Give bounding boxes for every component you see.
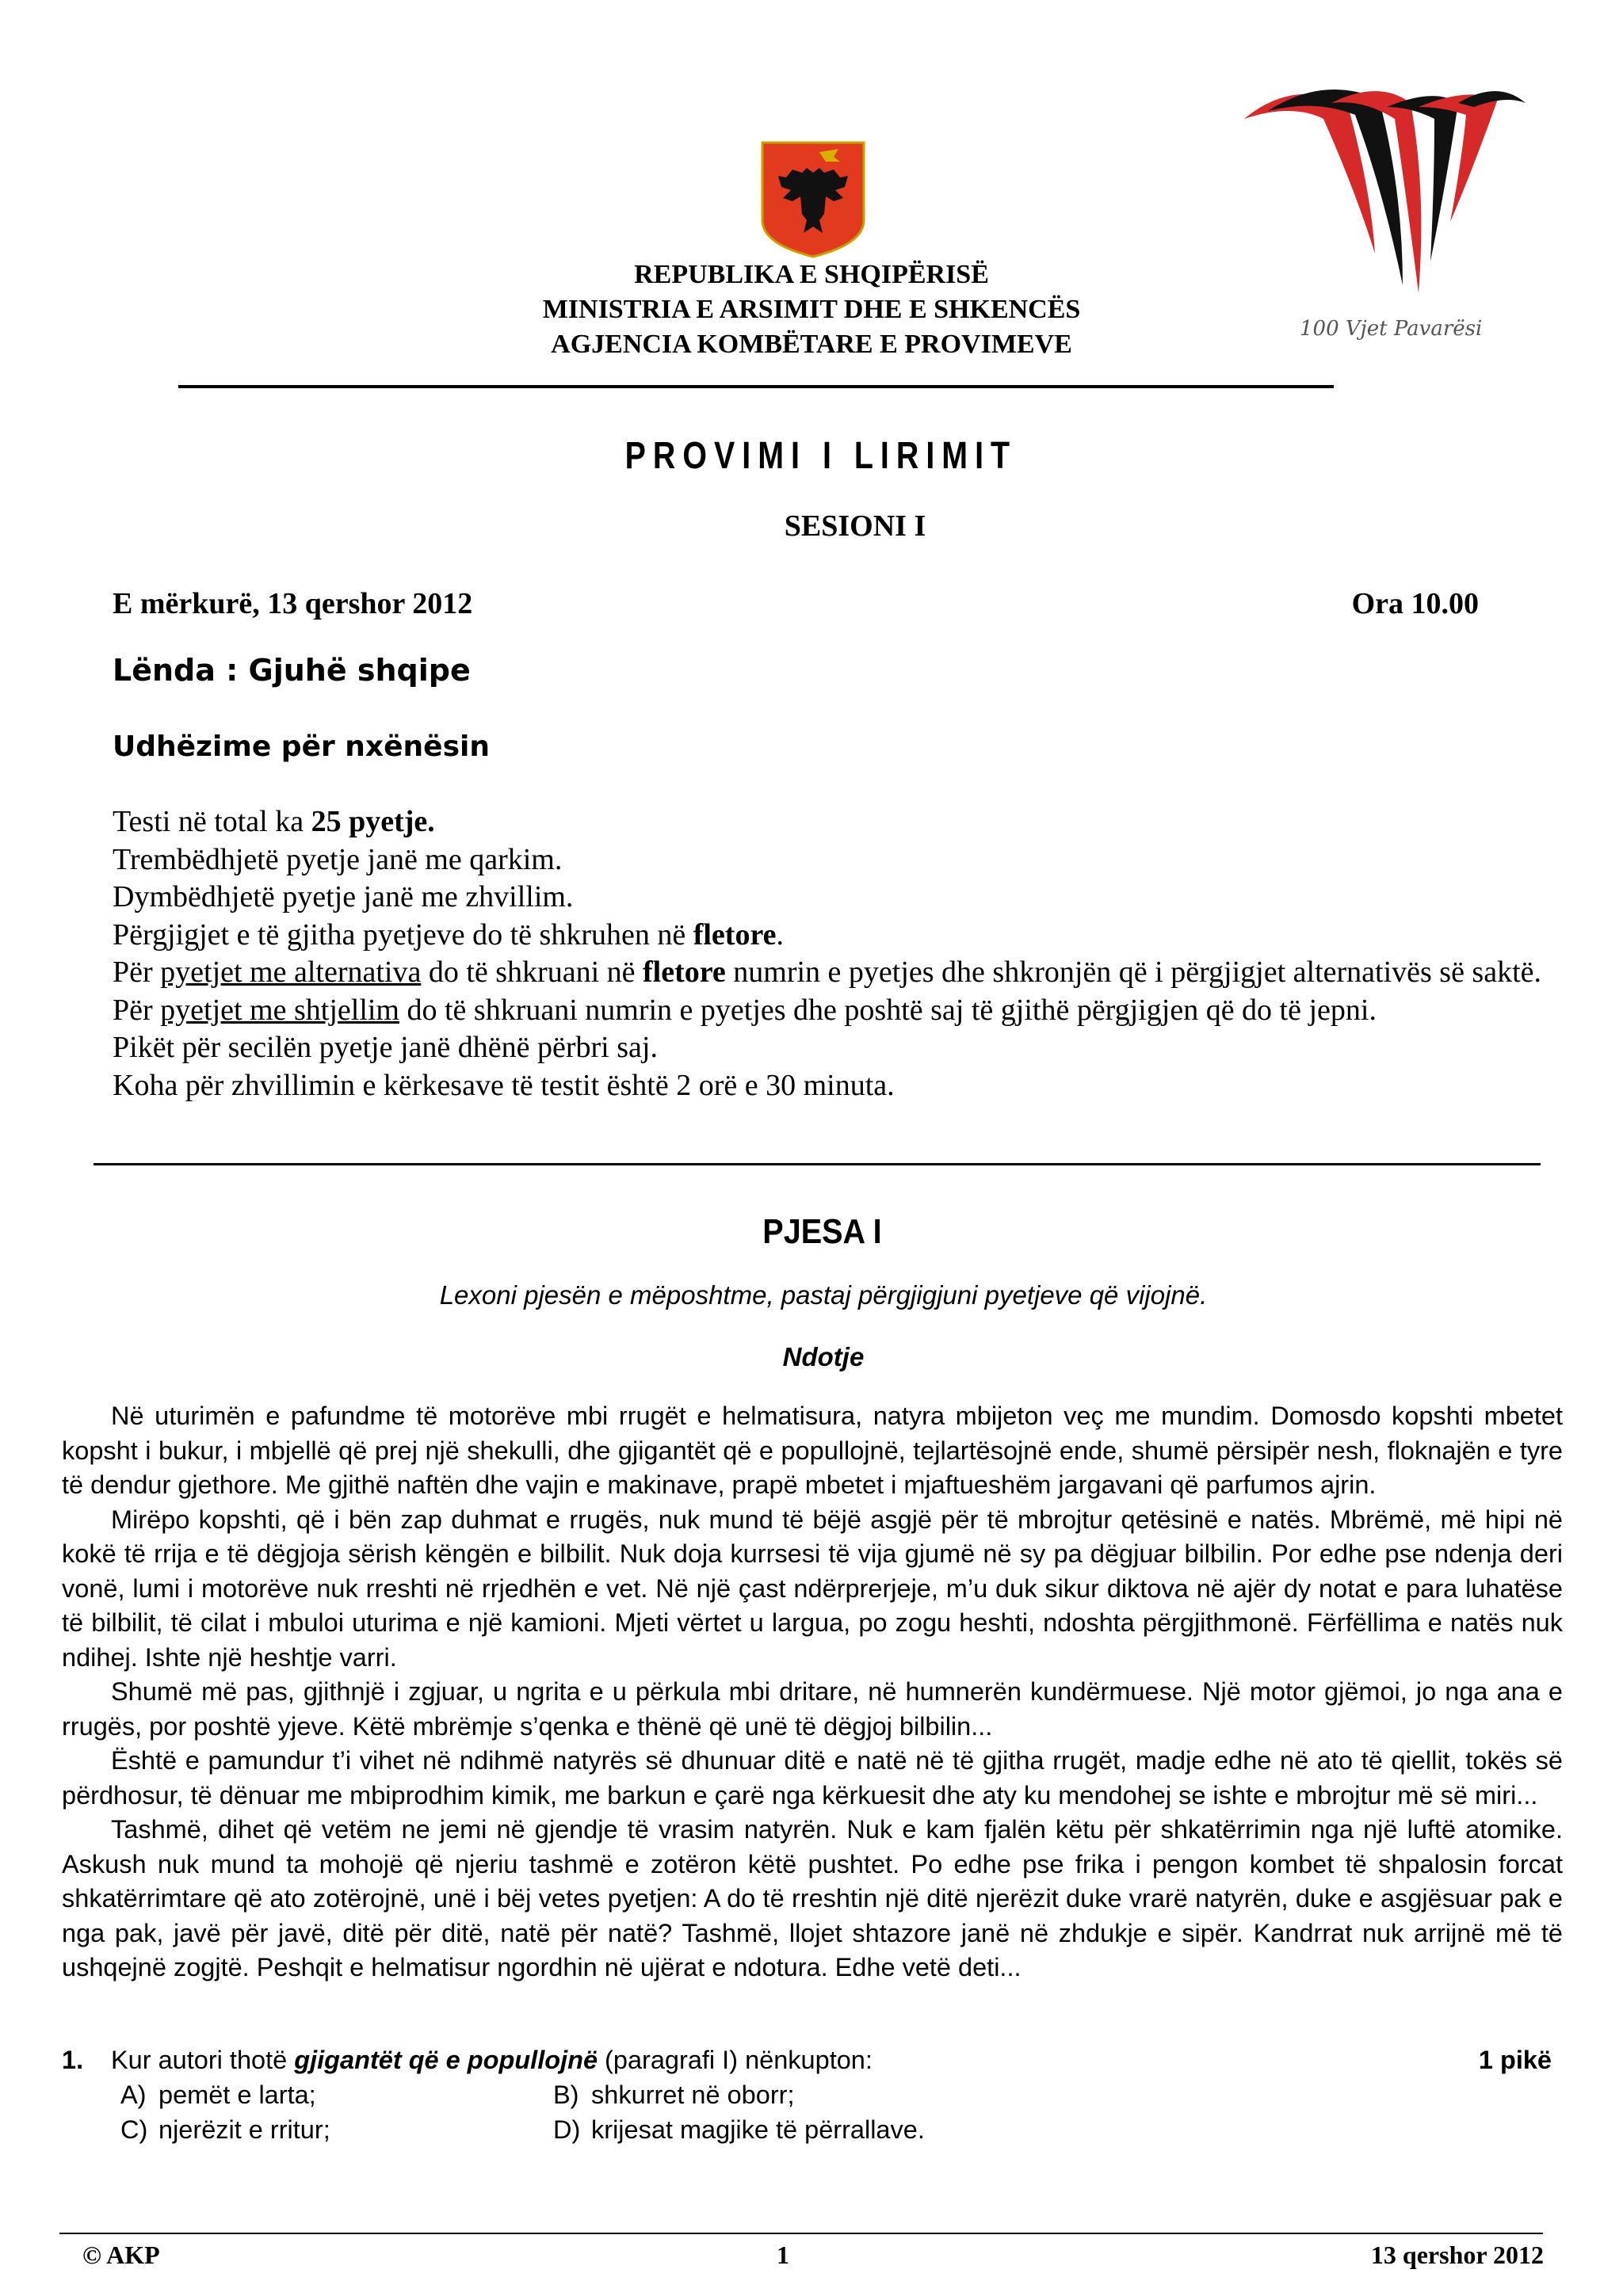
exam-title [155,434,1486,478]
session-label: SESIONI I [784,509,926,543]
option-c: C) njerëzit e rritur; [120,2115,330,2144]
anniversary-text: 100 Vjet Pavarësi [1300,317,1483,341]
ministry-name: MINISTRIA E ARSIMIT DHE E SHKENCËS [542,295,1081,324]
part-title: PJESA I [762,1212,882,1251]
instruction-line: Dymbëdhjetë pyetje janë me zhvillim. [113,880,574,913]
agency-name: AGJENCIA KOMBËTARE E PROVIMEVE [551,330,1072,359]
story-paragraph: Mirëpo kopshti, që i bën zap duhmat e rrugës, nuk mund të bëjë asgjë për të mbrojtur qetësinë e natës. Mbrëmë, më hipi në kokë të rrija e të dëgjoja sërish këngën e bilbilit. Nuk doja kurrsesi të vija gjumë në sy pa dëgjuar bilbilin. Por edhe pse ndenja deri vonë, lumi i motorëve nuk rreshti në rrjedhën e vet. Në një çast ndërprerjeje, m’u duk sikur diktova në ajër dy notat e para luhatëse të bilbilit, të cilat i mbuloi uturima e një kamioni. Mjeti vërtet u largua, po zogu heshti, ndoshta përgjithmonë. Fërfëllima e natës nuk ndihej. Ishte një heshtje varri. [62,1505,1563,1672]
albanian-emblem-icon [761,141,865,258]
republic-name: REPUBLIKA E SHQIPËRISË [634,260,989,289]
question-points: 1 pikë [1478,2046,1552,2074]
story-paragraph: Është e pamundur t’i vihet në ndihmë natyrës së dhunuar ditë e natë në të gjitha rrugët, madje edhe në ato të qiellit, tokës së përdhosur, të dënuar me mbiprodhim kimik, me barkun e çarë nga kërkuesit dhe aty ku mendohej se ishte e mbrojtur më së miri... [62,1746,1563,1810]
story-paragraph: Shumë më pas, gjithnjë i zgjuar, u ngrita e u përkula mbi dritare, në humnerën kundërmuese. Një motor gjëmoi, jo nga ana e rrugës, por poshtë yjeve. Këtë mbrëmje s’qenka e thënë që unë të dëgjoj bilbilin... [62,1677,1563,1741]
exam-date: E mërkurë, 13 qershor 2012 [113,587,473,620]
instruction-line: Testi në total ka 25 pyetje. [113,805,435,838]
header-divider [178,385,1334,388]
footer-date: 13 qershor 2012 [1370,2241,1544,2269]
option-b: B) shkurret në oborr; [553,2081,795,2109]
story-paragraph: Tashmë, dihet që vetëm ne jemi në gjendje të vrasim natyrën. Nuk e kam fjalën këtu për shkatërrimin nga një luftë atomike. Askush nuk mund ta mohojë që njeriu tashmë e zotëron këtë pushtet. Po edhe pse frika i pengon kombet të shpalosin forcat shkatërrimtare që ato zotërojnë, unë i bëj vetes pyetjen: A do të rreshtin një ditë njerëzit duke vrarë natyrën, duke e asgjësuar pak e nga pak, javë për javë, ditë për ditë, natë për natë? Tashmë, llojet shtazore janë në zhdukje e sipër. Kandrrat nuk arrijnë më të ushqejnë zogjtë. Peshqit e helmatisur ngordhin në ujërat e ndotura. Edhe vetë deti... [62,1815,1563,1981]
option-a: A) pemët e larta; [120,2081,316,2109]
exam-title-text: PROVIMI I LIRIMIT [624,435,1018,477]
section-divider [94,1163,1541,1165]
story-title: Ndotje [782,1342,865,1371]
instruction-line: Për pyetjet me alternativa do të shkruani në fletore numrin e pyetjes dhe shkronjën që i përgjigjet alternativës së saktë. [113,955,1542,989]
page-number: 1 [777,2241,789,2269]
instruction-line: Koha për zhvillimin e kërkesave të testit është 2 orë e 30 minuta. [113,1068,895,1102]
footer-copyright: © AKP [82,2241,160,2269]
instruction-line: Për pyetjet me shtjellim do të shkruani numrin e pyetjes dhe poshtë saj të gjithë përgjigjen që do të jepni. [113,993,1377,1027]
story-paragraph: Në uturimën e pafundme të motorëve mbi rrugët e helmatisura, natyra mbijeton veç me mundim. Domosdo kopshti mbetet kopsht i bukur, i mbjellë që prej një shekulli, dhe gjigantët që e popullojnë, tejlartësojnë ende, shumë përsipër nesh, floknajën e tyre të dendur gjethore. Me gjithë naftën dhe vajin e makinave, prapë mbetet i mjaftueshëm jargavani që parfumos ajrin. [62,1402,1563,1499]
subject-label: Lënda : Gjuhë shqipe [113,653,471,688]
option-d: D) krijesat magjike të përrallave. [553,2115,925,2144]
reading-instruction: Lexoni pjesën e mëposhtme, pastaj përgjigjuni pyetjeve që vijojnë. [439,1280,1208,1310]
instruction-line: Përgjigjet e të gjitha pyetjeve do të shkruhen në fletore. [113,917,784,952]
story-text [62,1399,1563,1985]
exam-time: Ora 10.00 [1351,587,1479,620]
instructions-list [113,803,1563,1104]
footer-divider [59,2233,1543,2234]
question-text: Kur autori thotë gjigantët që e popullojnë (paragrafi I) nënkupton: [111,2046,873,2074]
instruction-line: Trembëdhjetë pyetje janë me qarkim. [113,842,563,876]
instructions-title: Udhëzime për nxënësin [113,730,490,763]
question-number: 1. [62,2046,84,2074]
instruction-line: Pikët për secilën pyetje janë dhënë përbri saj. [113,1031,658,1064]
